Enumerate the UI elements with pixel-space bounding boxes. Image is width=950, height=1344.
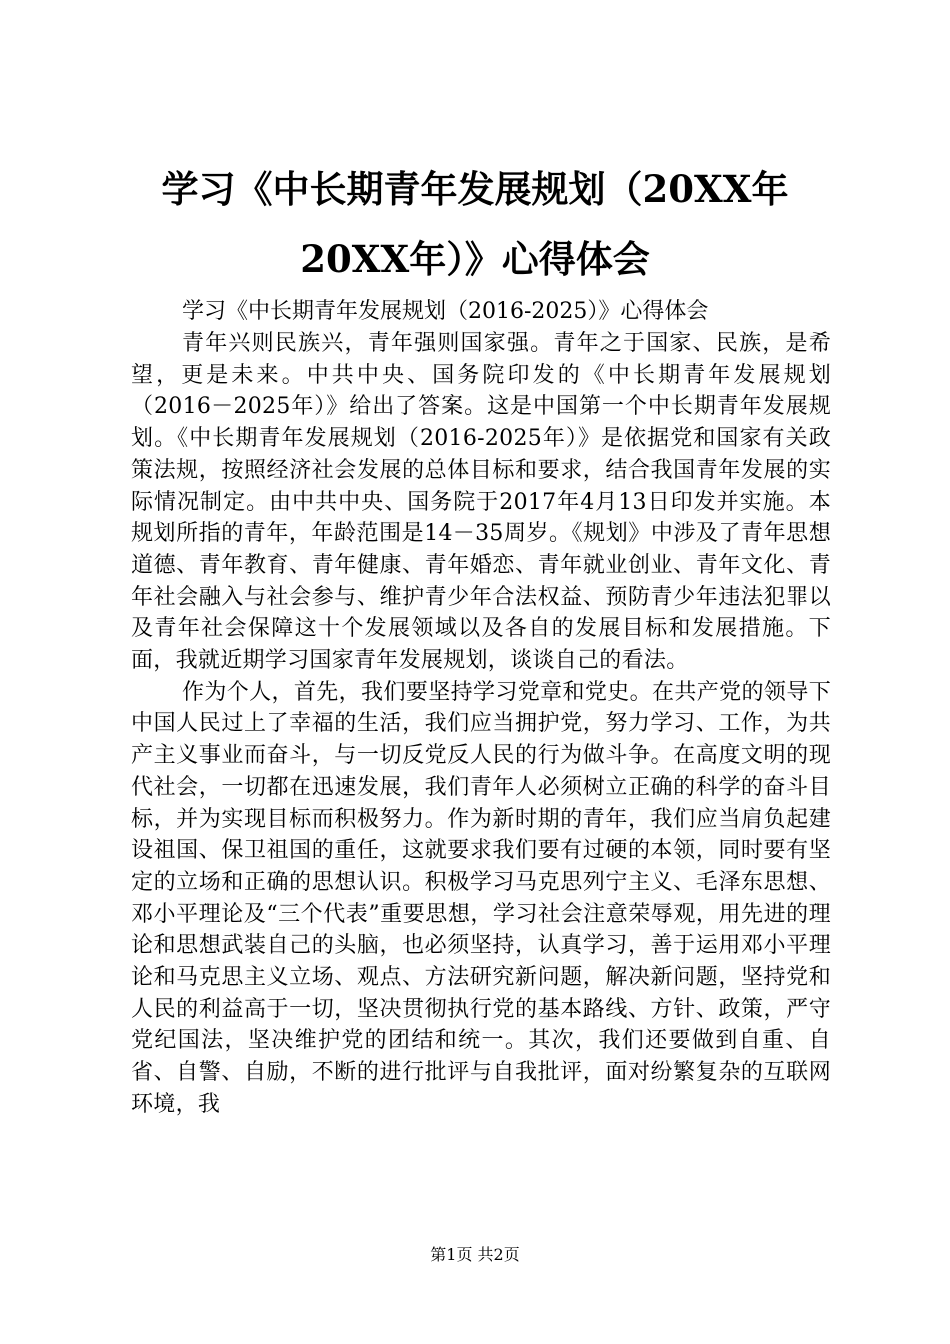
paragraph: 作为个人，首先，我们要坚持学习党章和党史。在共产党的领导下中国人民过上了幸福的生活，我们应当拥护党，努力学习、工作，为共产主义事业而奋斗，与一切反党反人民的行为做斗争。在高度文明的现代社会，一切都在迅速发展，我们青年人必须树立正确的科学的奋斗目标，并为实现目标而积极努力。作为新时期的青年，我们应当肩负起建设祖国、保卫祖国的重任，这就要求我们要有过硬的本领，同时要有坚定的立场和正确的思想认识。积极学习马克思列宁主义、毛泽东思想、邓小平理论及“三个代表”重要思想，学习社会注意荣辱观，用先进的理论和思想武装自己的头脑，也必须坚持，认真学习，善于运用邓小平理论和马克思主义立场、观点、方法研究新问题，解决新问题，坚持党和人民的利益高于一切，坚决贯彻执行党的基本路线、方针、政策，严守党纪国法，坚决维护党的团结和统一。其次，我们还要做到自重、自省、自警、自励，不断的进行批评与自我批评，面对纷繁复杂的互联网环境，我 — [131, 679, 831, 1117]
document-subtitle: 学习《中长期青年发展规划（2016-2025）》心得体会 — [182, 299, 709, 324]
document-body — [131, 328, 831, 1121]
page-title: 学习《中长期青年发展规划（20XX年20XX年）》心得体会 — [161, 167, 789, 281]
page-footer: 第1页 共2页 — [430, 1245, 520, 1264]
paragraph: 青年兴则民族兴，青年强则国家强。青年之于国家、民族，是希望，更是未来。中共中央、国务院印发的《中长期青年发展规划（2016－2025年）》给出了答案。这是中国第一个中长期青年发展规划。《中长期青年发展规划（2016-2025年）》是依据党和国家有关政策法规，按照经济社会发展的总体目标和要求，结合我国青年发展的实际情况制定。由中共中央、国务院于2017年4月13日印发并实施。本规划所指的青年，年龄范围是14－35周岁。《规划》中涉及了青年思想道德、青年教育、青年健康、青年婚恋、青年就业创业、青年文化、青年社会融入与社会参与、维护青少年合法权益、预防青少年违法犯罪以及青年社会保障这十个发展领域以及各自的发展目标和发展措施。下面，我就近期学习国家青年发展规划，谈谈自己的看法。 — [131, 331, 831, 674]
